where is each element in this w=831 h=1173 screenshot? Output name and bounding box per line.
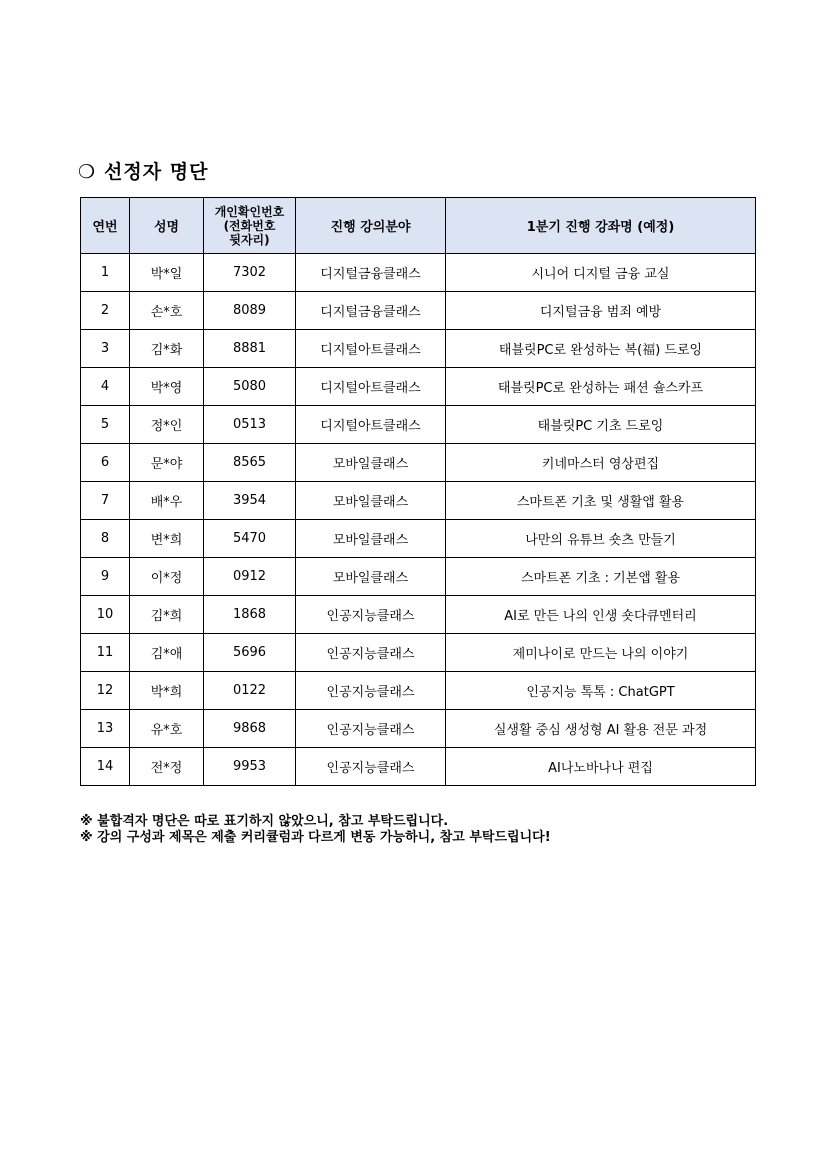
cell-field: 인공지능클래스 — [296, 596, 446, 634]
cell-no: 9 — [81, 558, 130, 596]
cell-course: 실생활 중심 생성형 AI 활용 전문 과정 — [446, 710, 756, 748]
section-title: 선정자 명단 — [104, 161, 209, 183]
cell-no: 3 — [81, 330, 130, 368]
cell-no: 2 — [81, 292, 130, 330]
cell-course: AI나노바나나 편집 — [446, 748, 756, 786]
cell-name: 문*야 — [130, 444, 204, 482]
cell-course: 제미나이로 만드는 나의 이야기 — [446, 634, 756, 672]
cell-no: 13 — [81, 710, 130, 748]
cell-field: 디지털금융클래스 — [296, 292, 446, 330]
cell-name: 이*정 — [130, 558, 204, 596]
cell-field: 디지털아트클래스 — [296, 406, 446, 444]
cell-no: 10 — [81, 596, 130, 634]
header-name: 성명 — [130, 198, 204, 254]
table-row — [81, 444, 756, 482]
header-personal-id-line2: (전화번호 — [223, 218, 276, 233]
cell-course: 인공지능 톡톡 : ChatGPT — [446, 672, 756, 710]
note-rejected-list: ※ 불합격자 명단은 따로 표기하지 않았으니, 참고 부탁드립니다. — [80, 814, 449, 829]
cell-personal-id: 5696 — [204, 634, 296, 672]
cell-course: 키네마스터 영상편집 — [446, 444, 756, 482]
cell-field: 모바일클래스 — [296, 558, 446, 596]
cell-personal-id: 7302 — [204, 254, 296, 292]
cell-course: AI로 만든 나의 인생 숏다큐멘터리 — [446, 596, 756, 634]
cell-personal-id: 1868 — [204, 596, 296, 634]
table-row — [81, 748, 756, 786]
cell-name: 손*호 — [130, 292, 204, 330]
table-row — [81, 292, 756, 330]
header-course: 1분기 진행 강좌명 (예정) — [446, 198, 756, 254]
table-row — [81, 596, 756, 634]
cell-field: 디지털아트클래스 — [296, 330, 446, 368]
cell-course: 태블릿PC로 완성하는 패션 숄스카프 — [446, 368, 756, 406]
notes — [80, 814, 551, 846]
cell-name: 김*애 — [130, 634, 204, 672]
header-personal-id-line3: 뒷자리) — [229, 232, 270, 247]
cell-personal-id: 0513 — [204, 406, 296, 444]
cell-personal-id: 9953 — [204, 748, 296, 786]
header-field: 진행 강의분야 — [296, 198, 446, 254]
table-row — [81, 710, 756, 748]
cell-no: 5 — [81, 406, 130, 444]
cell-personal-id: 9868 — [204, 710, 296, 748]
cell-field: 인공지능클래스 — [296, 634, 446, 672]
cell-field: 인공지능클래스 — [296, 672, 446, 710]
header-personal-id-line1: 개인확인번호 — [214, 204, 285, 219]
cell-personal-id: 8565 — [204, 444, 296, 482]
cell-field: 디지털아트클래스 — [296, 368, 446, 406]
cell-personal-id: 5470 — [204, 520, 296, 558]
cell-course: 디지털금융 범죄 예방 — [446, 292, 756, 330]
circle-bullet-icon: ❍ — [78, 161, 97, 183]
cell-course: 태블릿PC로 완성하는 복(福) 드로잉 — [446, 330, 756, 368]
cell-no: 7 — [81, 482, 130, 520]
cell-field: 모바일클래스 — [296, 520, 446, 558]
cell-no: 4 — [81, 368, 130, 406]
cell-course: 스마트폰 기초 : 기본앱 활용 — [446, 558, 756, 596]
table-row — [81, 406, 756, 444]
cell-personal-id: 8881 — [204, 330, 296, 368]
cell-name: 유*호 — [130, 710, 204, 748]
cell-no: 8 — [81, 520, 130, 558]
cell-name: 김*화 — [130, 330, 204, 368]
cell-field: 모바일클래스 — [296, 482, 446, 520]
cell-name: 박*희 — [130, 672, 204, 710]
table-row — [81, 368, 756, 406]
table-body — [81, 254, 756, 786]
note-curriculum-change: ※ 강의 구성과 제목은 제출 커리큘럼과 다르게 변동 가능하니, 참고 부탁드립니다! — [80, 830, 551, 845]
cell-name: 김*희 — [130, 596, 204, 634]
cell-no: 12 — [81, 672, 130, 710]
cell-name: 박*일 — [130, 254, 204, 292]
cell-name: 전*정 — [130, 748, 204, 786]
cell-no: 14 — [81, 748, 130, 786]
cell-name: 정*인 — [130, 406, 204, 444]
selected-roster-table — [80, 197, 756, 786]
table-row — [81, 330, 756, 368]
cell-personal-id: 8089 — [204, 292, 296, 330]
cell-name: 변*희 — [130, 520, 204, 558]
cell-field: 인공지능클래스 — [296, 748, 446, 786]
cell-field: 인공지능클래스 — [296, 710, 446, 748]
cell-personal-id: 3954 — [204, 482, 296, 520]
cell-name: 배*우 — [130, 482, 204, 520]
table-header-row — [81, 198, 756, 254]
cell-no: 6 — [81, 444, 130, 482]
cell-course: 태블릿PC 기초 드로잉 — [446, 406, 756, 444]
table-row — [81, 558, 756, 596]
table-row — [81, 482, 756, 520]
section-heading — [78, 157, 208, 184]
cell-field: 디지털금융클래스 — [296, 254, 446, 292]
cell-no: 1 — [81, 254, 130, 292]
cell-field: 모바일클래스 — [296, 444, 446, 482]
table-row — [81, 520, 756, 558]
cell-course: 시니어 디지털 금융 교실 — [446, 254, 756, 292]
cell-name: 박*영 — [130, 368, 204, 406]
cell-course: 나만의 유튜브 숏츠 만들기 — [446, 520, 756, 558]
cell-personal-id: 0912 — [204, 558, 296, 596]
cell-personal-id: 0122 — [204, 672, 296, 710]
header-no: 연번 — [81, 198, 130, 254]
table-row — [81, 634, 756, 672]
cell-no: 11 — [81, 634, 130, 672]
table-row — [81, 254, 756, 292]
table-row — [81, 672, 756, 710]
cell-course: 스마트폰 기초 및 생활앱 활용 — [446, 482, 756, 520]
header-personal-id — [204, 198, 296, 254]
cell-personal-id: 5080 — [204, 368, 296, 406]
